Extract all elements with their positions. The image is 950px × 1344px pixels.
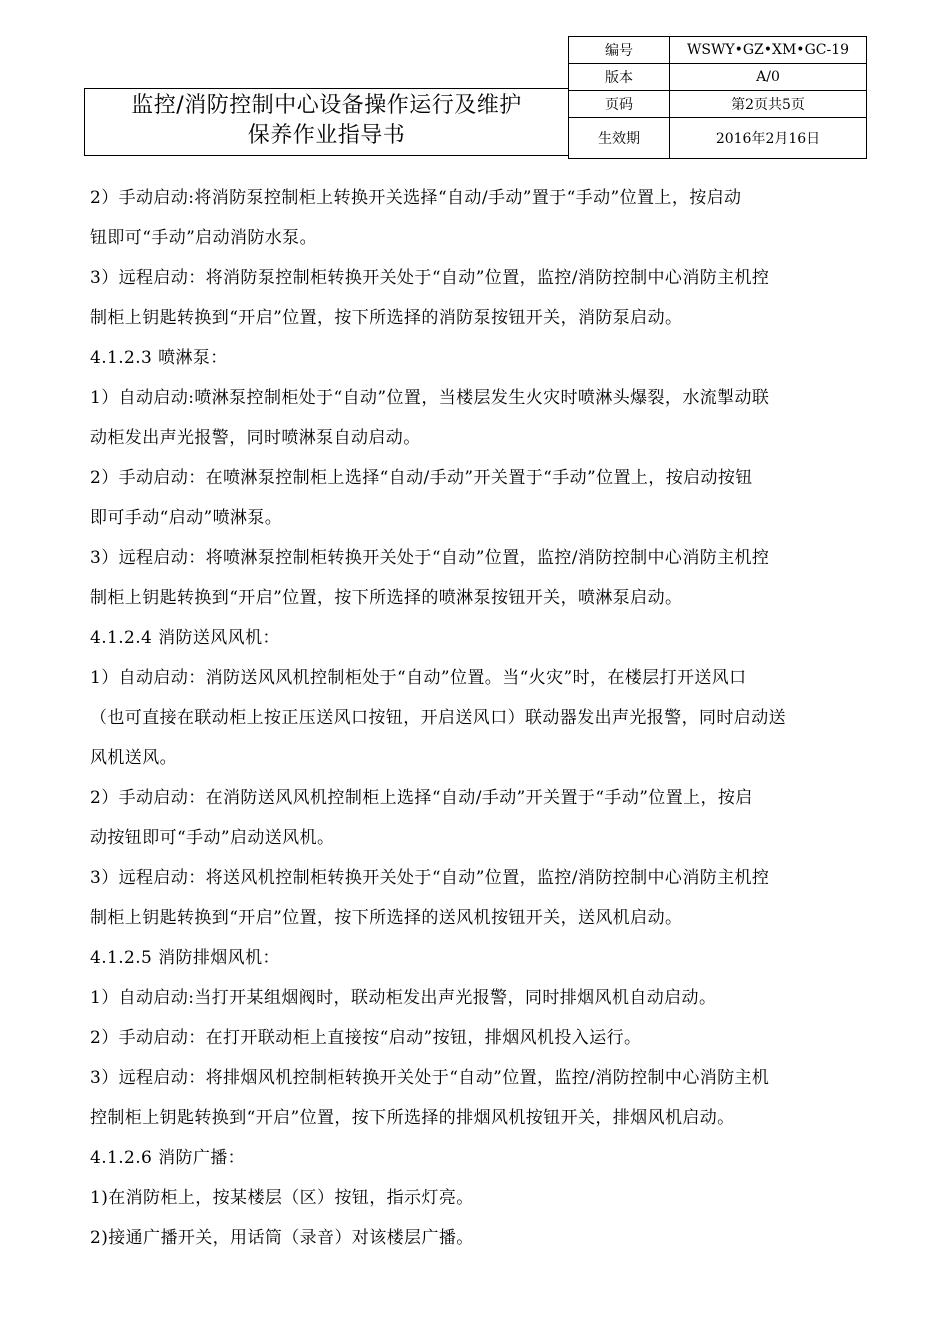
text-line: 2）手动启动:将消防泵控制柜上转换开关选择“自动/手动”置于“手动”位置上，按启动 <box>90 188 742 208</box>
text-line: 1）自动启动:当打开某组烟阀时，联动柜发出声光报警，同时排烟风机自动启动。 <box>90 988 717 1008</box>
meta-label: 编号 <box>569 37 670 64</box>
text-line: 制柜上钥匙转换到“开启”位置，按下所选择的喷淋泵按钮开关，喷淋泵启动。 <box>90 588 683 608</box>
text-line: 3）远程启动：将送风机控制柜转换开关处于“自动”位置，监控/消防控制中心消防主机控 <box>90 868 770 888</box>
text-line: 2）手动启动：在喷淋泵控制柜上选择“自动/手动”开关置于“手动”位置上，按启动按钮 <box>90 468 753 488</box>
document-title <box>85 91 568 151</box>
text-line: 制柜上钥匙转换到“开启”位置，按下所选择的消防泵按钮开关，消防泵启动。 <box>90 308 683 328</box>
text-line: 动柜发出声光报警，同时喷淋泵自动启动。 <box>90 428 421 448</box>
document-meta-table <box>568 36 867 159</box>
text-line: 1)在消防柜上，按某楼层（区）按钮，指示灯亮。 <box>90 1188 474 1208</box>
meta-value: 第2页共5页 <box>670 91 867 118</box>
text-line: 动按钮即可“手动”启动送风机。 <box>90 828 335 848</box>
title-line-2: 保养作业指导书 <box>247 123 406 148</box>
text-line: 钮即可“手动”启动消防水泵。 <box>90 228 317 248</box>
text-line: 3）远程启动：将消防泵控制柜转换开关处于“自动”位置，监控/消防控制中心消防主机控 <box>90 268 770 288</box>
text-line: 风机送风。 <box>90 748 177 768</box>
title-line-1: 监控/消防控制中心设备操作运行及维护 <box>131 93 522 118</box>
title-box <box>84 88 568 156</box>
section-heading: 4.1.2.3 喷淋泵： <box>90 348 228 368</box>
text-line: 3）远程启动：将排烟风机控制柜转换开关处于“自动”位置，监控/消防控制中心消防主机 <box>90 1068 770 1088</box>
meta-value: 2016年2月16日 <box>670 118 867 159</box>
meta-label: 页码 <box>569 91 670 118</box>
meta-label: 版本 <box>569 64 670 91</box>
text-line: 1）自动启动：消防送风风机控制柜处于“自动”位置。当“火灾”时，在楼层打开送风口 <box>90 668 747 688</box>
text-line: 控制柜上钥匙转换到“开启”位置，按下所选择的排烟风机按钮开关，排烟风机启动。 <box>90 1108 735 1128</box>
text-line: 2）手动启动：在消防送风风机控制柜上选择“自动/手动”开关置于“手动”位置上，按启 <box>90 788 753 808</box>
meta-row-page <box>569 91 867 118</box>
document-body <box>90 178 865 1258</box>
text-line: 即可手动“启动”喷淋泵。 <box>90 508 283 528</box>
section-heading: 4.1.2.6 消防广播： <box>90 1148 246 1168</box>
meta-row-version <box>569 64 867 91</box>
meta-label: 生效期 <box>569 118 670 159</box>
text-line: 1）自动启动:喷淋泵控制柜处于“自动”位置，当楼层发生火灾时喷淋头爆裂，水流掣动联 <box>90 388 770 408</box>
meta-row-effective-date <box>569 118 867 159</box>
text-line: 制柜上钥匙转换到“开启”位置，按下所选择的送风机按钮开关，送风机启动。 <box>90 908 683 928</box>
meta-row-number <box>569 37 867 64</box>
section-heading: 4.1.2.4 消防送风风机： <box>90 628 280 648</box>
section-heading: 4.1.2.5 消防排烟风机： <box>90 948 280 968</box>
text-line: 2)接通广播开关，用话筒（录音）对该楼层广播。 <box>90 1228 474 1248</box>
document-header <box>84 36 867 158</box>
text-line: 2）手动启动：在打开联动柜上直接按“启动”按钮，排烟风机投入运行。 <box>90 1028 642 1048</box>
meta-value: A/0 <box>670 64 867 91</box>
text-line: （也可直接在联动柜上按正压送风口按钮，开启送风口）联动器发出声光报警，同时启动送 <box>90 708 786 728</box>
text-line: 3）远程启动：将喷淋泵控制柜转换开关处于“自动”位置，监控/消防控制中心消防主机控 <box>90 548 770 568</box>
meta-value: WSWY•GZ•XM•GC-19 <box>670 37 867 64</box>
